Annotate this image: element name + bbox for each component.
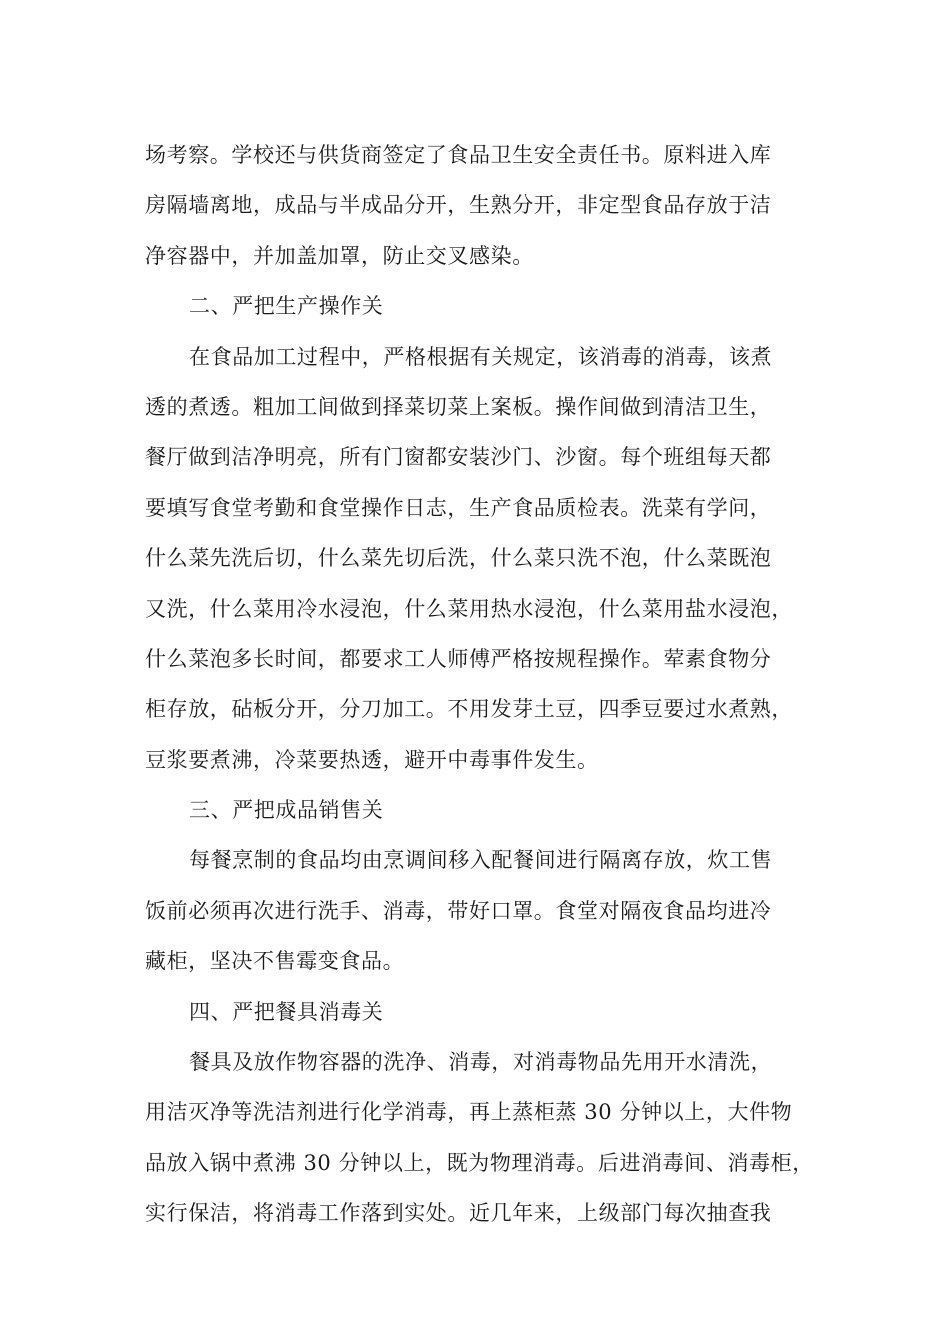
paragraph-4-line: 用洁灭净等洗洁剂进行化学消毒，再上蒸柜蒸 30 分钟以上，大件物 (145, 1100, 793, 1125)
paragraph-2-line: 在食品加工过程中，严格根据有关规定，该消毒的消毒，该煮 (189, 344, 773, 369)
paragraph-2-line: 餐厅做到洁净明亮，所有门窗都安装沙门、沙窗。每个班组每天都 (145, 445, 772, 470)
paragraph-3-line: 每餐烹制的食品均由烹调间移入配餐间进行隔离存放，炊工售 (189, 848, 773, 873)
paragraph-2-line: 又洗，什么菜用冷水浸泡，什么菜用热水浸泡，什么菜用盐水浸泡， (145, 596, 793, 621)
section-heading-3: 三、严把成品销售关 (189, 798, 384, 823)
section-heading-4: 四、严把餐具消毒关 (189, 999, 384, 1024)
paragraph-1-line: 房隔墙离地，成品与半成品分开，生熟分开，非定型食品存放于洁 (145, 193, 772, 218)
paragraph-2-line: 柜存放，砧板分开，分刀加工。不用发芽土豆，四季豆要过水煮熟， (145, 697, 793, 722)
paragraph-2-line: 豆浆要煮沸，冷菜要热透，避开中毒事件发生。 (145, 747, 599, 772)
paragraph-3-line: 饭前必须再次进行洗手、消毒，带好口罩。食堂对隔夜食品均进冷 (145, 898, 772, 923)
paragraph-2-line: 透的煮透。粗加工间做到择菜切菜上案板。操作间做到清洁卫生， (145, 394, 772, 419)
section-heading-2: 二、严把生产操作关 (189, 294, 384, 319)
paragraph-2-line: 要填写食堂考勤和食堂操作日志，生产食品质检表。洗菜有学问， (145, 495, 772, 520)
paragraph-2-line: 什么菜泡多长时间，都要求工人师傅严格按规程操作。荤素食物分 (145, 646, 772, 671)
document-body (145, 130, 830, 1239)
paragraph-4-line: 餐具及放作物容器的洗净、消毒，对消毒物品先用开水清洗， (189, 1050, 773, 1075)
paragraph-1-line: 场考察。学校还与供货商签定了食品卫生安全责任书。原料进入库 (145, 143, 772, 167)
paragraph-3-line: 藏柜，坚决不售霉变食品。 (145, 949, 405, 974)
paragraph-4-line: 实行保洁，将消毒工作落到实处。近几年来，上级部门每次抽查我 (145, 1201, 772, 1226)
paragraph-4-line: 品放入锅中煮沸 30 分钟以上，既为物理消毒。后进消毒间、消毒柜， (145, 1150, 814, 1175)
paragraph-2-line: 什么菜先洗后切，什么菜先切后洗，什么菜只洗不泡，什么菜既泡 (145, 546, 772, 571)
paragraph-1-line: 净容器中，并加盖加罩，防止交叉感染。 (145, 243, 534, 268)
